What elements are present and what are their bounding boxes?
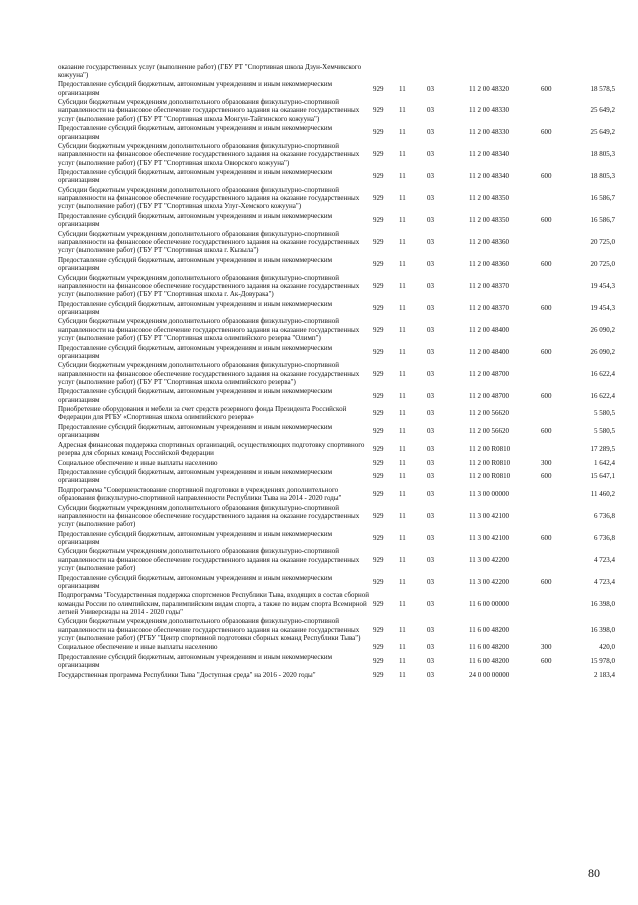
row-expense-type: 600 bbox=[541, 533, 552, 542]
row-description: Предоставление субсидий бюджетным, автономным учреждениям и иным некоммерческим организациям bbox=[58, 652, 333, 670]
row-amount: 16 398,0 bbox=[590, 625, 615, 634]
table-row bbox=[58, 405, 615, 423]
row-expense-type: 600 bbox=[541, 657, 552, 666]
row-amount: 20 725,0 bbox=[590, 259, 615, 268]
row-target-article: 11 2 00 48700 bbox=[469, 391, 509, 400]
row-subsection-code: 03 bbox=[427, 194, 434, 203]
row-section-code: 11 bbox=[399, 281, 406, 290]
row-section-code: 11 bbox=[399, 84, 406, 93]
row-expense-type bbox=[541, 503, 571, 529]
row-subsection-code: 03 bbox=[427, 172, 434, 181]
row-description: Предоставление субсидий бюджетным, автономным учреждениям и иным некоммерческим организациям bbox=[58, 343, 333, 360]
row-ministry-code: 929 bbox=[373, 238, 384, 247]
row-expense-type: 600 bbox=[541, 84, 552, 93]
row-section-code: 11 bbox=[399, 657, 406, 666]
row-description: Подпрограмма "Совершенствование спортивной подготовки в учреждениях дополнительного образования физкультурно-спортивной направленности Республики Тыва на 2014 - 2020 годы" bbox=[58, 485, 342, 503]
row-expense-type: 600 bbox=[541, 303, 552, 312]
row-ministry-code: 929 bbox=[373, 391, 384, 400]
row-target-article: 11 3 00 42100 bbox=[469, 511, 509, 520]
row-expense-type bbox=[541, 317, 571, 343]
row-expense-type bbox=[541, 547, 571, 573]
row-target-article: 11 2 00 48400 bbox=[469, 347, 509, 356]
row-description: Субсидии бюджетным учреждениям дополнительного образования физкультурно-спортивной направленности на финансовое обеспечение государственного задания на оказание государственных услуг (выполнение работ) bbox=[58, 503, 360, 529]
row-expense-type bbox=[541, 485, 571, 503]
row-expense-type: 600 bbox=[541, 472, 552, 481]
row-description: Предоставление субсидий бюджетным, автономным учреждениям и иным некоммерческим организациям bbox=[58, 124, 333, 141]
row-target-article bbox=[469, 62, 541, 80]
row-amount: 6 736,8 bbox=[594, 511, 615, 520]
row-ministry-code: 929 bbox=[373, 657, 384, 666]
table-row bbox=[58, 573, 615, 591]
row-subsection-code: 03 bbox=[427, 511, 434, 520]
row-ministry-code: 929 bbox=[373, 303, 384, 312]
table-row bbox=[58, 503, 615, 529]
row-amount: 26 090,2 bbox=[590, 347, 615, 356]
row-target-article: 11 6 00 48200 bbox=[469, 657, 509, 666]
row-description: Адресная финансовая поддержка спортивных организаций, осуществляющих подготовку спортивного резерва для сборных команд Российской Федерации bbox=[58, 440, 365, 458]
table-row bbox=[58, 467, 615, 485]
row-description: Предоставление субсидий бюджетным, автономным учреждениям и иным некоммерческим организациям bbox=[58, 529, 333, 546]
row-expense-type bbox=[541, 361, 571, 387]
table-row bbox=[58, 591, 615, 617]
row-target-article: 11 3 00 00000 bbox=[469, 489, 509, 498]
row-section-code: 11 bbox=[399, 625, 406, 634]
table-row bbox=[58, 422, 615, 440]
row-amount: 4 723,4 bbox=[594, 577, 615, 586]
row-expense-type bbox=[541, 185, 571, 211]
row-section-code: 11 bbox=[399, 106, 406, 115]
table-row bbox=[58, 168, 615, 186]
row-target-article: 11 2 00 56620 bbox=[469, 427, 509, 436]
row-subsection-code: 03 bbox=[427, 347, 434, 356]
row-amount: 16 586,7 bbox=[590, 216, 615, 225]
table-row bbox=[58, 529, 615, 547]
row-expense-type bbox=[541, 229, 571, 255]
row-ministry-code: 929 bbox=[373, 194, 384, 203]
row-subsection-code: 03 bbox=[427, 458, 434, 467]
row-amount: 25 649,2 bbox=[590, 128, 615, 137]
row-description: Предоставление субсидий бюджетным, автономным учреждениям и иным некоммерческим организациям bbox=[58, 299, 333, 316]
row-description: Предоставление субсидий бюджетным, автономным учреждениям и иным некоммерческим организациям bbox=[58, 80, 333, 97]
row-expense-type bbox=[541, 62, 571, 80]
row-subsection-code: 03 bbox=[427, 281, 434, 290]
row-ministry-code: 929 bbox=[373, 106, 384, 115]
row-target-article: 11 2 00 48400 bbox=[469, 325, 509, 334]
row-description: Субсидии бюджетным учреждениям дополнительного образования физкультурно-спортивной направленности на финансовое обеспечение государственного задания на оказание государственных услуг (выполнение работ) (ГБУ РТ "Спортивная школа олимпийского резерва "Олимп") bbox=[58, 317, 360, 343]
row-section-code: 11 bbox=[399, 643, 406, 652]
row-ministry-code: 929 bbox=[373, 472, 384, 481]
row-amount: 26 090,2 bbox=[590, 325, 615, 334]
row-expense-type: 600 bbox=[541, 172, 552, 181]
row-section-code: 11 bbox=[399, 391, 406, 400]
table-row bbox=[58, 343, 615, 361]
row-section-code: 11 bbox=[399, 599, 406, 608]
row-amount: 16 622,4 bbox=[590, 369, 615, 378]
row-section-code: 11 bbox=[399, 128, 406, 137]
table-row bbox=[58, 98, 615, 124]
table-row bbox=[58, 317, 615, 343]
table-row bbox=[58, 485, 615, 503]
row-target-article: 11 2 00 48350 bbox=[469, 216, 509, 225]
row-section-code: 11 bbox=[399, 172, 406, 181]
row-amount: 18 805,3 bbox=[590, 172, 615, 181]
row-section-code: 11 bbox=[399, 458, 406, 467]
row-target-article: 11 2 00 48320 bbox=[469, 84, 509, 93]
row-expense-type bbox=[541, 591, 571, 617]
row-section-code: 11 bbox=[399, 670, 406, 679]
table-row bbox=[58, 670, 615, 679]
row-ministry-code: 929 bbox=[373, 643, 384, 652]
row-subsection-code bbox=[427, 62, 469, 80]
row-expense-type bbox=[541, 98, 571, 124]
row-amount: 1 642,4 bbox=[594, 458, 615, 467]
row-expense-type: 600 bbox=[541, 427, 552, 436]
row-target-article: 11 2 00 48370 bbox=[469, 303, 509, 312]
row-description: Субсидии бюджетным учреждениям дополнительного образования физкультурно-спортивной направленности на финансовое обеспечение государственного задания на оказание государственных услуг (выполнение работ) (РГБУ "Центр спортивной подготовки сборных команд Республики Тыва") bbox=[58, 617, 361, 642]
row-expense-type: 600 bbox=[541, 259, 552, 268]
row-description: оказание государственных услуг (выполнение работ) (ГБУ РТ "Спортивная школа Дзун-Хемчикского кожууна") bbox=[58, 62, 362, 79]
row-amount: 2 183,4 bbox=[594, 670, 615, 679]
row-target-article: 11 2 00 48360 bbox=[469, 238, 509, 247]
row-subsection-code: 03 bbox=[427, 533, 434, 542]
row-target-article: 11 2 00 R0810 bbox=[469, 444, 511, 453]
row-subsection-code: 03 bbox=[427, 150, 434, 159]
row-target-article: 11 2 00 48340 bbox=[469, 150, 509, 159]
row-subsection-code: 03 bbox=[427, 128, 434, 137]
row-ministry-code: 929 bbox=[373, 216, 384, 225]
row-description: Приобретение оборудования и мебели за счет средств резервного фонда Президента Российской Федерации для РГБУ «Спортивная школа олимпийского резерва» bbox=[58, 405, 347, 422]
row-ministry-code: 929 bbox=[373, 172, 384, 181]
table-row bbox=[58, 185, 615, 211]
table-row bbox=[58, 617, 615, 643]
row-subsection-code: 03 bbox=[427, 670, 434, 679]
row-subsection-code: 03 bbox=[427, 427, 434, 436]
row-description: Государственная программа Республики Тыва "Доступная среда" на 2016 - 2020 годы" bbox=[58, 670, 316, 679]
row-amount bbox=[571, 62, 615, 80]
row-expense-type: 600 bbox=[541, 391, 552, 400]
row-ministry-code: 929 bbox=[373, 625, 384, 634]
table-row bbox=[58, 229, 615, 255]
row-target-article: 11 2 00 R0810 bbox=[469, 458, 511, 467]
row-ministry-code: 929 bbox=[373, 489, 384, 498]
table-row bbox=[58, 440, 615, 458]
row-ministry-code: 929 bbox=[373, 347, 384, 356]
row-subsection-code: 03 bbox=[427, 259, 434, 268]
row-target-article: 11 3 00 42200 bbox=[469, 577, 509, 586]
row-description: Предоставление субсидий бюджетным, автономным учреждениям и иным некоммерческим организациям bbox=[58, 255, 333, 273]
row-section-code: 11 bbox=[399, 347, 406, 356]
table-row bbox=[58, 124, 615, 142]
table-row bbox=[58, 361, 615, 387]
row-section-code: 11 bbox=[399, 533, 406, 542]
row-description: Предоставление субсидий бюджетным, автономным учреждениям и иным некоммерческим организациям bbox=[58, 168, 333, 185]
table-row bbox=[58, 547, 615, 573]
row-target-article: 11 2 00 48700 bbox=[469, 369, 509, 378]
row-subsection-code: 03 bbox=[427, 625, 434, 634]
table-row bbox=[58, 80, 615, 98]
row-expense-type bbox=[541, 670, 571, 679]
row-description: Субсидии бюджетным учреждениям дополнительного образования физкультурно-спортивной направленности на финансовое обеспечение государственного задания на оказание государственных услуг (выполнение работ) (ГБУ РТ "Спортивная школа Улуг-Хемского кожууна") bbox=[58, 185, 360, 211]
row-section-code: 11 bbox=[399, 472, 406, 481]
row-subsection-code: 03 bbox=[427, 657, 434, 666]
row-ministry-code: 929 bbox=[373, 427, 384, 436]
row-ministry-code: 929 bbox=[373, 325, 384, 334]
row-expense-type bbox=[541, 273, 571, 299]
row-expense-type bbox=[541, 440, 571, 458]
row-description: Субсидии бюджетным учреждениям дополнительного образования физкультурно-спортивной направленности на финансовое обеспечение государственного задания на оказание государственных услуг (выполнение работ) (ГБУ РТ "Спортивная школа Монгун-Тайгинского кожууна") bbox=[58, 98, 360, 123]
row-description: Предоставление субсидий бюджетным, автономным учреждениям и иным некоммерческим организациям bbox=[58, 468, 333, 485]
row-amount: 19 454,3 bbox=[590, 303, 615, 312]
row-description: Подпрограмма "Государственная поддержка спортсменов Республики Тыва, входящих в состав сборной команды России по олимпийским, паралимпийским видам спорта, а также по видам спорта Всемирной летней Универсиады на 2014 - 2020 годы" bbox=[58, 591, 370, 616]
table-row bbox=[58, 643, 615, 652]
row-ministry-code: 929 bbox=[373, 259, 384, 268]
row-ministry-code: 929 bbox=[373, 577, 384, 586]
row-ministry-code: 929 bbox=[373, 599, 384, 608]
row-section-code: 11 bbox=[399, 150, 406, 159]
row-target-article: 11 2 00 R0810 bbox=[469, 472, 511, 481]
row-amount: 17 289,5 bbox=[590, 444, 615, 453]
table-row bbox=[58, 299, 615, 317]
row-section-code: 11 bbox=[399, 555, 406, 564]
row-target-article: 11 6 00 48200 bbox=[469, 643, 509, 652]
table-row bbox=[58, 387, 615, 405]
row-target-article: 11 3 00 42100 bbox=[469, 533, 509, 542]
row-subsection-code: 03 bbox=[427, 325, 434, 334]
row-target-article: 11 2 00 48330 bbox=[469, 128, 509, 137]
row-description: Социальное обеспечение и иные выплаты населению bbox=[58, 643, 218, 652]
row-target-article: 11 3 00 42200 bbox=[469, 555, 509, 564]
row-section-code bbox=[399, 62, 427, 80]
row-description: Субсидии бюджетным учреждениям дополнительного образования физкультурно-спортивной направленности на финансовое обеспечение государственного задания на оказание государственных услуг (выполнение работ) (ГБУ РТ "Спортивная школа г. Кызыла") bbox=[58, 229, 360, 255]
row-target-article: 11 2 00 48340 bbox=[469, 172, 509, 181]
row-target-article: 11 6 00 00000 bbox=[469, 599, 509, 608]
row-section-code: 11 bbox=[399, 325, 406, 334]
row-amount: 19 454,3 bbox=[590, 281, 615, 290]
row-ministry-code: 929 bbox=[373, 458, 384, 467]
row-ministry-code: 929 bbox=[373, 533, 384, 542]
row-amount: 25 649,2 bbox=[590, 106, 615, 115]
row-expense-type bbox=[541, 141, 571, 167]
row-ministry-code: 929 bbox=[373, 128, 384, 137]
table-row bbox=[58, 141, 615, 167]
row-amount: 11 460,2 bbox=[590, 489, 615, 498]
row-ministry-code: 929 bbox=[373, 670, 384, 679]
budget-table bbox=[58, 62, 615, 680]
row-amount: 16 622,4 bbox=[590, 391, 615, 400]
row-section-code: 11 bbox=[399, 303, 406, 312]
table-row bbox=[58, 458, 615, 467]
table-row bbox=[58, 273, 615, 299]
page-number: 80 bbox=[588, 866, 600, 880]
row-expense-type: 300 bbox=[541, 458, 552, 467]
row-amount: 6 736,8 bbox=[594, 533, 615, 542]
row-description: Субсидии бюджетным учреждениям дополнительного образования физкультурно-спортивной направленности на финансовое обеспечение государственного задания на оказание государственных услуг (выполнение работ) (ГБУ РТ "Спортивная школа Овюрского кожууна") bbox=[58, 142, 360, 167]
row-subsection-code: 03 bbox=[427, 369, 434, 378]
row-subsection-code: 03 bbox=[427, 391, 434, 400]
row-amount: 16 586,7 bbox=[590, 194, 615, 203]
row-section-code: 11 bbox=[399, 489, 406, 498]
row-amount: 420,0 bbox=[599, 643, 615, 652]
row-section-code: 11 bbox=[399, 444, 406, 453]
row-section-code: 11 bbox=[399, 216, 406, 225]
row-subsection-code: 03 bbox=[427, 577, 434, 586]
row-amount: 18 578,5 bbox=[590, 84, 615, 93]
row-target-article: 11 2 00 48350 bbox=[469, 194, 509, 203]
row-amount: 4 723,4 bbox=[594, 555, 615, 564]
row-description: Предоставление субсидий бюджетным, автономным учреждениям и иным некоммерческим организациям bbox=[58, 211, 333, 229]
row-amount: 5 580,5 bbox=[594, 427, 615, 436]
row-expense-type: 600 bbox=[541, 216, 552, 225]
row-ministry-code: 929 bbox=[373, 444, 384, 453]
row-expense-type: 300 bbox=[541, 643, 552, 652]
row-target-article: 11 2 00 48360 bbox=[469, 259, 509, 268]
row-target-article: 24 0 00 00000 bbox=[469, 670, 510, 679]
row-target-article: 11 6 00 48200 bbox=[469, 625, 509, 634]
row-ministry-code: 929 bbox=[373, 84, 384, 93]
row-subsection-code: 03 bbox=[427, 489, 434, 498]
row-subsection-code: 03 bbox=[427, 84, 434, 93]
row-section-code: 11 bbox=[399, 259, 406, 268]
row-amount: 20 725,0 bbox=[590, 238, 615, 247]
row-description: Предоставление субсидий бюджетным, автономным учреждениям и иным некоммерческим организациям bbox=[58, 422, 333, 440]
row-subsection-code: 03 bbox=[427, 444, 434, 453]
row-section-code: 11 bbox=[399, 511, 406, 520]
row-amount: 15 978,0 bbox=[590, 657, 615, 666]
row-ministry-code: 929 bbox=[373, 409, 384, 418]
row-description: Предоставление субсидий бюджетным, автономным учреждениям и иным некоммерческим организациям bbox=[58, 573, 333, 590]
row-ministry-code: 929 bbox=[373, 281, 384, 290]
row-section-code: 11 bbox=[399, 409, 406, 418]
row-subsection-code: 03 bbox=[427, 216, 434, 225]
row-subsection-code: 03 bbox=[427, 643, 434, 652]
table-row bbox=[58, 255, 615, 273]
table-row bbox=[58, 62, 615, 80]
row-ministry-code: 929 bbox=[373, 555, 384, 564]
row-description: Субсидии бюджетным учреждениям дополнительного образования физкультурно-спортивной направленности на финансовое обеспечение государственного задания на оказание государственных услуг (выполнение работ) (ГБУ РТ "Спортивная школа олимпийского резерва") bbox=[58, 361, 360, 386]
row-description: Субсидии бюджетным учреждениям дополнительного образования физкультурно-спортивной направленности на финансовое обеспечение государственного задания на оказание государственных услуг (выполнение работ) (ГБУ РТ "Спортивная школа г. Ак-Довурака") bbox=[58, 273, 360, 299]
row-subsection-code: 03 bbox=[427, 599, 434, 608]
row-description: Социальное обеспечение и иные выплаты населению bbox=[58, 458, 218, 467]
row-expense-type: 600 bbox=[541, 577, 552, 586]
row-amount: 16 398,0 bbox=[590, 599, 615, 608]
table-row bbox=[58, 652, 615, 670]
row-section-code: 11 bbox=[399, 194, 406, 203]
row-amount: 18 805,3 bbox=[590, 150, 615, 159]
row-subsection-code: 03 bbox=[427, 409, 434, 418]
row-expense-type bbox=[541, 405, 571, 423]
row-section-code: 11 bbox=[399, 238, 406, 247]
row-subsection-code: 03 bbox=[427, 238, 434, 247]
row-ministry-code: 929 bbox=[373, 369, 384, 378]
row-section-code: 11 bbox=[399, 577, 406, 586]
table-row bbox=[58, 211, 615, 229]
row-subsection-code: 03 bbox=[427, 472, 434, 481]
row-target-article: 11 2 00 56620 bbox=[469, 409, 509, 418]
row-amount: 15 647,1 bbox=[590, 472, 615, 481]
row-subsection-code: 03 bbox=[427, 303, 434, 312]
row-target-article: 11 2 00 48330 bbox=[469, 106, 509, 115]
row-description: Субсидии бюджетным учреждениям дополнительного образования физкультурно-спортивной направленности на финансовое обеспечение государственного задания на оказание государственных услуг (выполнение работ) bbox=[58, 547, 360, 573]
row-expense-type bbox=[541, 617, 571, 643]
row-section-code: 11 bbox=[399, 369, 406, 378]
row-ministry-code: 929 bbox=[373, 150, 384, 159]
row-expense-type: 600 bbox=[541, 128, 552, 137]
row-subsection-code: 03 bbox=[427, 106, 434, 115]
row-subsection-code: 03 bbox=[427, 555, 434, 564]
row-ministry-code bbox=[373, 62, 399, 80]
budget-table-body bbox=[58, 62, 615, 680]
row-description: Предоставление субсидий бюджетным, автономным учреждениям и иным некоммерческим организациям bbox=[58, 387, 333, 404]
row-ministry-code: 929 bbox=[373, 511, 384, 520]
row-target-article: 11 2 00 48370 bbox=[469, 281, 509, 290]
row-amount: 5 580,5 bbox=[594, 409, 615, 418]
row-section-code: 11 bbox=[399, 427, 406, 436]
row-expense-type: 600 bbox=[541, 347, 552, 356]
